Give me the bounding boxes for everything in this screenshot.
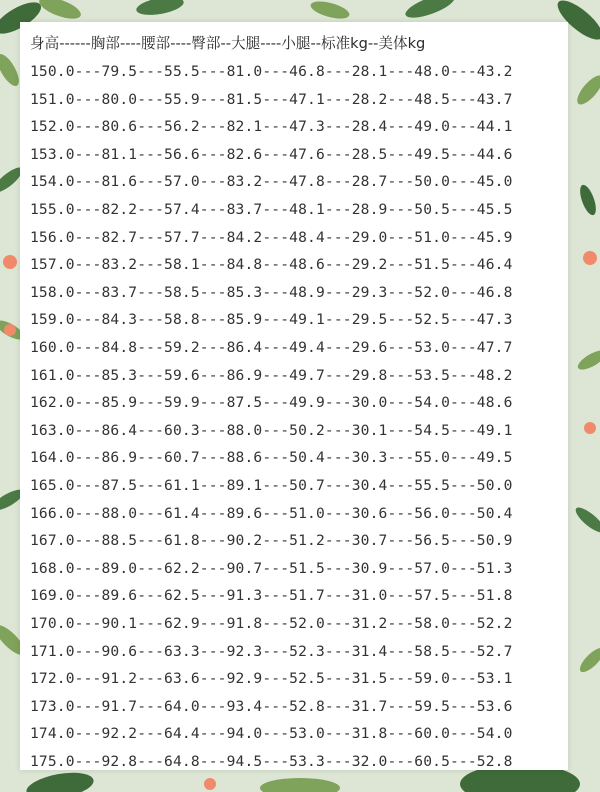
measurement-table bbox=[20, 22, 568, 770]
table-row: 165.0---87.5---61.1---89.1---50.7---30.4---55.5---50.0 bbox=[30, 477, 513, 494]
table-row: 166.0---88.0---61.4---89.6---51.0---30.6---56.0---50.4 bbox=[30, 504, 513, 522]
table-row: 150.0---79.5---55.5---81.0---46.8---28.1---48.0---43.2 bbox=[30, 63, 513, 80]
table-row: 156.0---82.7---57.7---84.2---48.4---29.0---51.0---45.9 bbox=[30, 228, 513, 246]
table-row: 164.0---86.9---60.7---88.6---50.4---30.3---55.0---49.5 bbox=[30, 449, 513, 467]
table-row: 171.0---90.6---63.3---92.3---52.3---31.4---58.5---52.7 bbox=[30, 642, 513, 660]
table-row: 175.0---92.8---64.8---94.5---53.3---32.0---60.5---52.8 bbox=[30, 753, 513, 770]
table-row: 168.0---89.0---62.2---90.7---51.5---30.9---57.0---51.3 bbox=[30, 559, 513, 577]
table-row: 169.0---89.6---62.5---91.3---51.7---31.0---57.5---51.8 bbox=[30, 587, 513, 605]
table-row: 155.0---82.2---57.4---83.7---48.1---28.9---50.5---45.5 bbox=[30, 201, 513, 218]
table-row: 173.0---91.7---64.0---93.4---52.8---31.7---59.5---53.6 bbox=[30, 697, 513, 715]
table-row: 163.0---86.4---60.3---88.0---50.2---30.1---54.5---49.1 bbox=[30, 421, 513, 439]
table-row: 172.0---91.2---63.6---92.9---52.5---31.5---59.0---53.1 bbox=[30, 670, 513, 688]
table-row: 160.0---84.8---59.2---86.4---49.4---29.6---53.0---47.7 bbox=[30, 339, 513, 356]
table-row: 158.0---83.7---58.5---85.3---48.9---29.3---52.0---46.8 bbox=[30, 283, 513, 301]
table-row: 174.0---92.2---64.4---94.0---53.0---31.8---60.0---54.0 bbox=[30, 725, 513, 743]
table-row: 157.0---83.2---58.1---84.8---48.6---29.2---51.5---46.4 bbox=[30, 256, 513, 274]
table-row: 161.0---85.3---59.6---86.9---49.7---29.8---53.5---48.2 bbox=[30, 366, 513, 384]
table-row: 153.0---81.1---56.6---82.6---47.6---28.5---49.5---44.6 bbox=[30, 145, 513, 163]
table-row: 170.0---90.1---62.9---91.8---52.0---31.2---58.0---52.2 bbox=[30, 615, 513, 632]
table-row: 159.0---84.3---58.8---85.9---49.1---29.5---52.5---47.3 bbox=[30, 311, 513, 329]
table-row: 151.0---80.0---55.9---81.5---47.1---28.2---48.5---43.7 bbox=[30, 90, 513, 108]
table-row: 154.0---81.6---57.0---83.2---47.8---28.7---50.0---45.0 bbox=[30, 173, 513, 191]
table-row: 152.0---80.6---56.2---82.1---47.3---28.4---49.0---44.1 bbox=[30, 118, 513, 136]
table-header: 身高------胸部----腰部----臀部--大腿----小腿--标准kg--美体kg bbox=[30, 35, 426, 52]
table-row: 167.0---88.5---61.8---90.2---51.2---30.7---56.5---50.9 bbox=[30, 532, 513, 550]
table-row: 162.0---85.9---59.9---87.5---49.9---30.0---54.0---48.6 bbox=[30, 394, 513, 412]
